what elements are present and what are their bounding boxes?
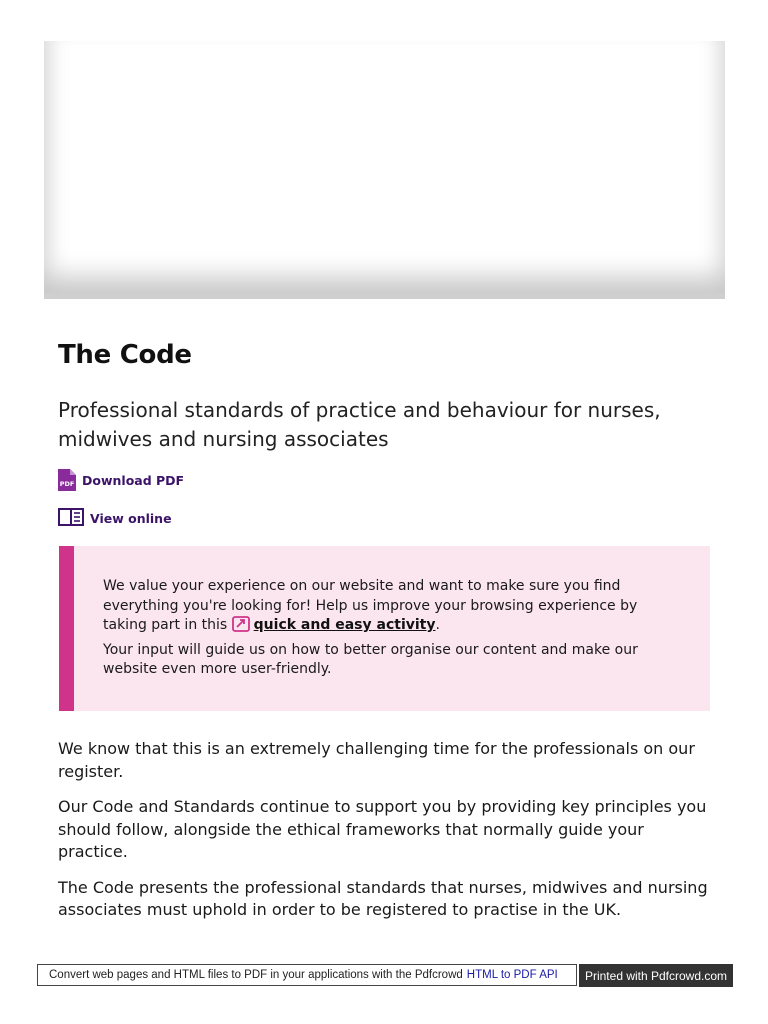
body-paragraph-2: Our Code and Standards continue to support you by providing key principles you should follow, alongside the ethical frameworks that normally guide your practice. (58, 797, 707, 861)
body-content (58, 738, 718, 935)
body-paragraph-1: We know that this is an extremely challenging time for the professionals on our register. (58, 739, 695, 781)
convert-text: Convert web pages and HTML files to PDF in your applications with the Pdfcrowd (49, 969, 463, 981)
printed-with-pdfcrowd[interactable]: Printed with Pdfcrowd.com (579, 964, 733, 987)
notice-text (103, 577, 683, 680)
pdf-file-icon (58, 469, 76, 491)
external-link-icon (232, 616, 250, 632)
hero-bottom-edge (44, 293, 725, 299)
page-title: The Code (58, 340, 192, 370)
hero-image-placeholder (44, 41, 725, 299)
pdf-icon-label: PDF (59, 480, 75, 488)
notice-paragraph-2: Your input will guide us on how to better organise our content and make our website even more user-friendly. (103, 641, 638, 677)
open-book-icon (58, 508, 84, 528)
body-paragraph-3: The Code presents the professional standards that nurses, midwives and nursing associates must uphold in order to be registered to practise in the UK. (58, 877, 708, 919)
download-pdf-link[interactable] (58, 469, 184, 491)
page-subtitle: Professional standards of practice and behaviour for nurses, midwives and nursing associates (58, 398, 661, 451)
notice-paragraph-1 (103, 577, 683, 636)
feedback-notice (59, 546, 710, 711)
notice-text-before-link: We value your experience on our website and want to make sure you find everything you're looking for! Help us improve your browsing experience by taking part in this (103, 578, 638, 633)
download-pdf-label: Download PDF (82, 472, 185, 488)
notice-accent-bar (59, 546, 74, 711)
notice-text-after-link: . (435, 617, 440, 633)
view-online-label: View online (90, 510, 172, 526)
html-to-pdf-api-link[interactable]: HTML to PDF API (466, 969, 558, 981)
view-online-link[interactable] (58, 508, 172, 528)
pdfcrowd-convert-banner (37, 964, 577, 986)
quick-activity-label: quick and easy activity (253, 617, 436, 633)
quick-activity-link[interactable] (232, 617, 436, 633)
